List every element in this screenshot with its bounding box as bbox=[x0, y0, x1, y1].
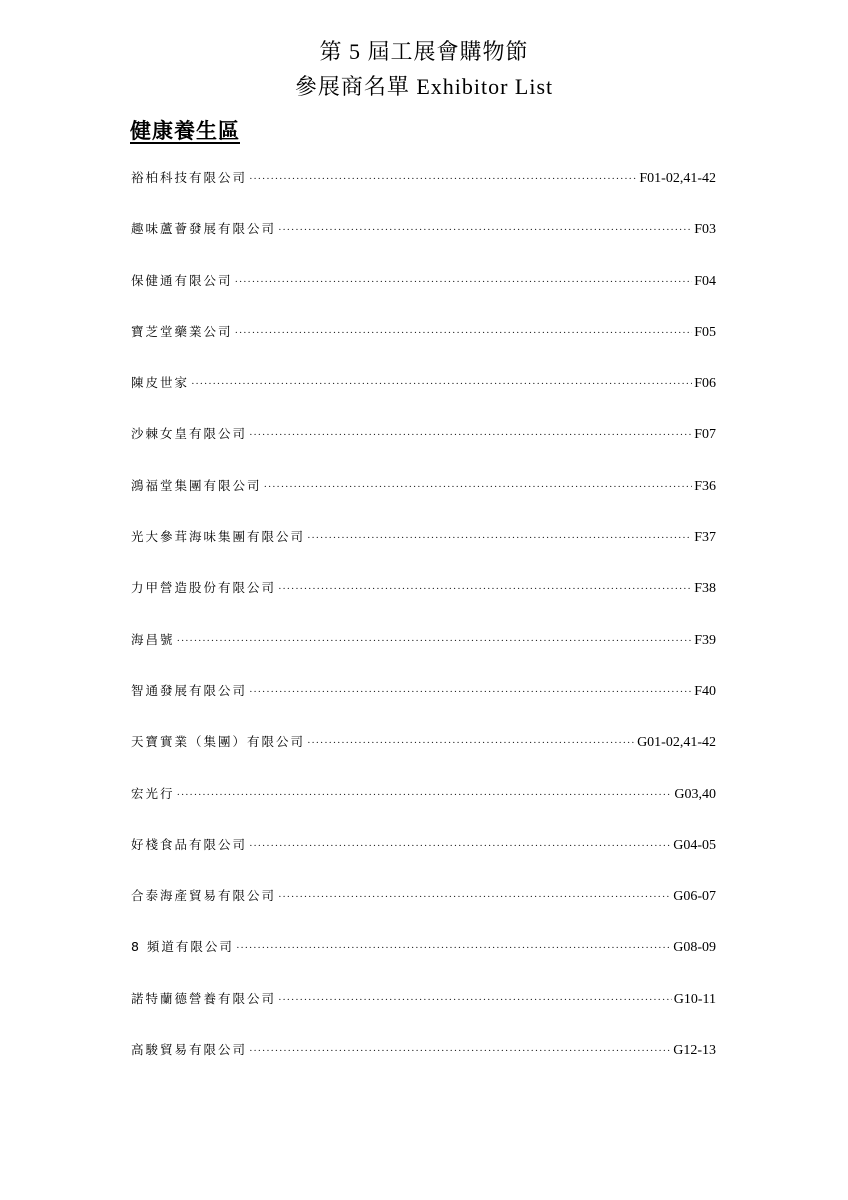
exhibitor-entry bbox=[131, 784, 716, 835]
exhibitor-name: 海昌號 bbox=[131, 631, 175, 647]
booth-number: F39 bbox=[694, 632, 716, 648]
dot-leader bbox=[249, 840, 671, 852]
exhibitor-entry bbox=[131, 271, 716, 322]
dot-leader bbox=[278, 994, 672, 1006]
booth-number: F40 bbox=[694, 683, 716, 699]
exhibitor-entry bbox=[131, 1040, 716, 1091]
exhibitor-name: 宏光行 bbox=[131, 785, 175, 801]
exhibitor-name: 寶芝堂藥業公司 bbox=[131, 323, 233, 339]
booth-number: F37 bbox=[694, 530, 716, 546]
exhibitor-name: 力甲營造股份有限公司 bbox=[131, 580, 277, 596]
exhibitor-entry bbox=[131, 989, 716, 1040]
booth-number: G06-07 bbox=[673, 889, 716, 905]
dot-leader bbox=[235, 327, 693, 339]
exhibitor-name: 陳皮世家 bbox=[131, 375, 190, 391]
exhibitor-entry bbox=[131, 527, 716, 578]
exhibitor-entry bbox=[131, 424, 716, 475]
exhibitor-entry bbox=[131, 886, 716, 937]
exhibitor-name: 諾特蘭德營養有限公司 bbox=[131, 990, 277, 1006]
exhibitor-name: 好棧食品有限公司 bbox=[131, 836, 248, 852]
dot-leader bbox=[177, 789, 673, 801]
dot-leader bbox=[278, 583, 692, 595]
exhibitor-name: 裕柏科技有限公司 bbox=[131, 170, 248, 185]
dot-leader bbox=[307, 532, 692, 544]
booth-number: G12-13 bbox=[673, 1043, 716, 1059]
exhibitor-name: 鴻福堂集團有限公司 bbox=[131, 477, 262, 493]
booth-number: F03 bbox=[694, 222, 716, 238]
dot-leader bbox=[278, 224, 692, 236]
exhibitor-entry bbox=[131, 732, 716, 783]
dot-leader bbox=[249, 686, 692, 698]
exhibitor-name: 保健通有限公司 bbox=[131, 272, 233, 288]
booth-number: F01-02,41-42 bbox=[639, 171, 716, 186]
booth-number: G01-02,41-42 bbox=[637, 735, 716, 751]
dot-leader bbox=[249, 1045, 671, 1057]
dot-leader bbox=[177, 635, 693, 647]
booth-number: G10-11 bbox=[673, 991, 716, 1007]
section-heading: 健康養生區 bbox=[130, 118, 240, 143]
exhibitor-list bbox=[131, 168, 716, 1091]
exhibitor-entry bbox=[131, 937, 716, 988]
exhibitor-name: 高駿貿易有限公司 bbox=[131, 1042, 248, 1058]
dot-leader bbox=[249, 173, 637, 185]
exhibitor-entry bbox=[131, 373, 716, 424]
exhibitor-entry bbox=[131, 476, 716, 527]
dot-leader bbox=[236, 942, 671, 954]
booth-number: F38 bbox=[694, 581, 716, 597]
document-title: 第 5 屆工展會購物節 bbox=[319, 39, 529, 64]
exhibitor-entry bbox=[131, 630, 716, 681]
exhibitor-entry bbox=[131, 835, 716, 886]
document-subtitle: 參展商名單 Exhibitor List bbox=[294, 74, 554, 99]
dot-leader bbox=[249, 429, 692, 441]
exhibitor-name: 趣味蘆薈發展有限公司 bbox=[131, 221, 277, 237]
booth-number: G08-09 bbox=[673, 940, 716, 956]
dot-leader bbox=[235, 276, 693, 288]
booth-number: G04-05 bbox=[673, 837, 716, 853]
exhibitor-entry bbox=[131, 219, 716, 270]
dot-leader bbox=[264, 481, 693, 493]
exhibitor-entry bbox=[131, 322, 716, 373]
exhibitor-name: 合泰海產貿易有限公司 bbox=[131, 888, 277, 904]
exhibitor-entry bbox=[131, 578, 716, 629]
booth-number: G03,40 bbox=[674, 786, 716, 802]
exhibitor-name: 天寶實業（集團）有限公司 bbox=[131, 734, 306, 750]
exhibitor-name: 智通發展有限公司 bbox=[131, 682, 248, 698]
dot-leader bbox=[307, 737, 635, 749]
exhibitor-entry bbox=[131, 168, 716, 219]
booth-number: F05 bbox=[694, 324, 716, 340]
dot-leader bbox=[278, 891, 671, 903]
exhibitor-name: 沙棘女皇有限公司 bbox=[131, 426, 248, 442]
booth-number: F07 bbox=[694, 427, 716, 443]
exhibitor-entry bbox=[131, 681, 716, 732]
booth-number: F06 bbox=[694, 376, 716, 392]
dot-leader bbox=[191, 378, 692, 390]
booth-number: F04 bbox=[694, 273, 716, 289]
exhibitor-name: 8 頻道有限公司 bbox=[131, 939, 234, 955]
booth-number: F36 bbox=[694, 478, 716, 494]
exhibitor-name: 光大參茸海味集團有限公司 bbox=[131, 529, 306, 545]
